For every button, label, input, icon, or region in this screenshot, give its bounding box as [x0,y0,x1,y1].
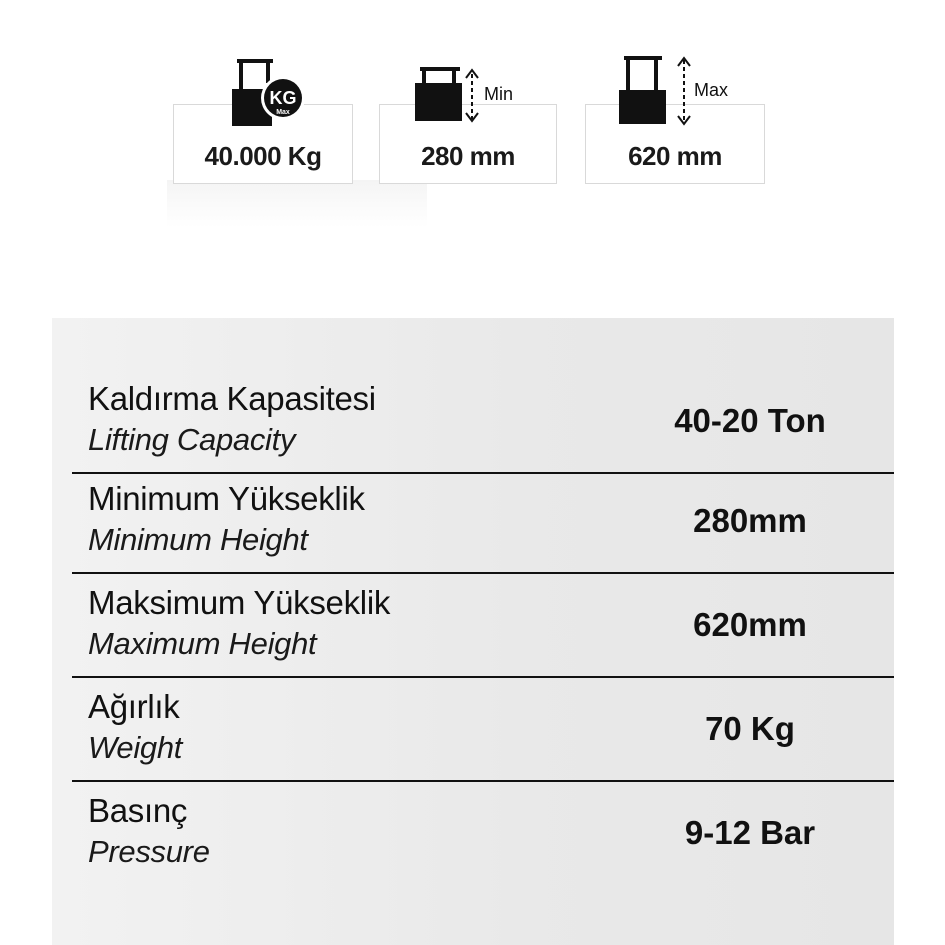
min-height-icon [410,64,530,126]
spec-value: 280mm [693,502,807,539]
badge-reflection [167,180,427,228]
max-height-badge-value: 620 mm [628,141,722,171]
spec-value: 9-12 Bar [684,814,816,851]
spec-label-en: Lifting Capacity [88,422,296,457]
spec-table [52,318,894,945]
spec-row-pressure [72,782,894,886]
spec-label-tr: Basınç [88,792,188,829]
spec-label-tr: Minimum Yükseklik [88,480,365,517]
max-height-icon [614,56,744,126]
spec-value: 40-20 Ton [674,402,826,439]
svg-text:KG: KG [269,88,297,108]
svg-text:Min: Min [484,84,514,104]
spec-label-tr: Maksimum Yükseklik [88,584,391,621]
spec-value: 70 Kg [705,710,795,747]
weight-capacity-icon [226,56,310,130]
spec-label-tr: Ağırlık [88,688,180,725]
feature-badges [0,0,945,240]
min-height-badge-value: 280 mm [421,141,515,171]
svg-text:Max: Max [694,80,729,100]
spec-label-en: Pressure [88,834,210,869]
spec-row-minimum-height [72,470,894,574]
spec-label-en: Maximum Height [88,626,317,661]
spec-row-weight [72,678,894,782]
capacity-badge-value: 40.000 Kg [204,141,322,171]
spec-value: 620mm [693,606,807,643]
svg-text:Max: Max [276,109,290,116]
spec-label-en: Minimum Height [88,522,308,557]
spec-row-lifting-capacity [72,370,894,474]
spec-row-maximum-height [72,574,894,678]
spec-label-tr: Kaldırma Kapasitesi [88,380,376,417]
spec-label-en: Weight [88,730,183,765]
